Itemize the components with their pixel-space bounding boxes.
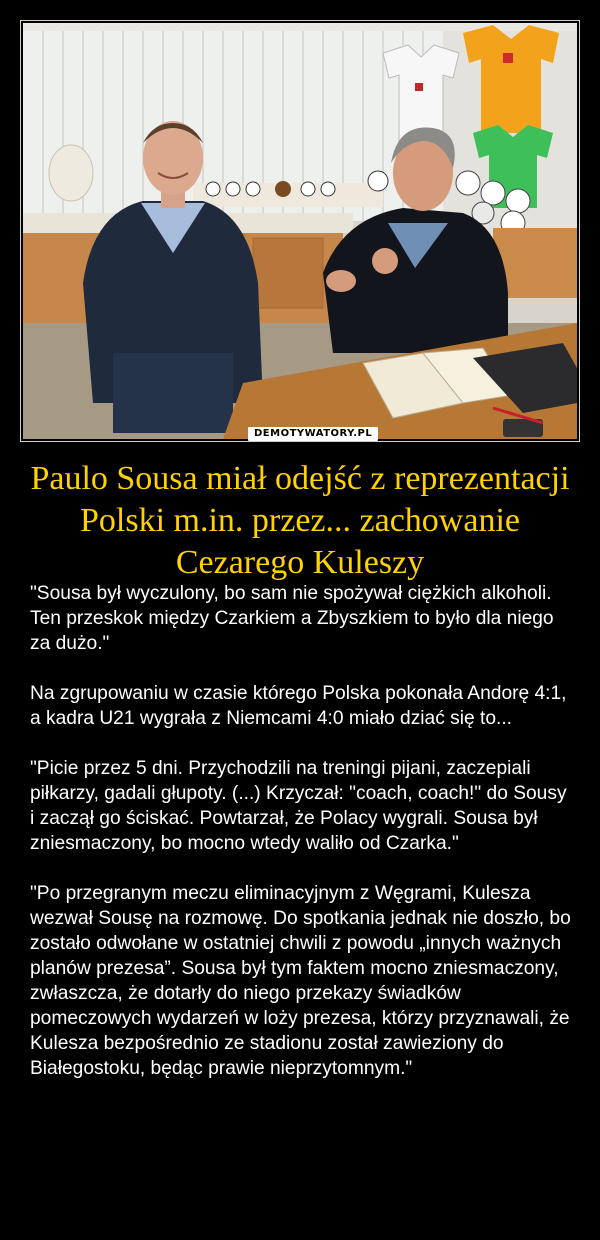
meeting-photo: [23, 23, 577, 439]
photo-frame: [20, 20, 580, 442]
watermark-label: DEMOTYWATORY.PL: [248, 427, 378, 441]
article-body: [30, 581, 575, 1106]
paragraph: "Picie przez 5 dni. Przychodzili na treningi pijani, zaczepiali piłkarzy, gadali głupoty. (...) Krzyczał: "coach, coach!" do Sousy i zaczął go ściskać. Powtarzał, że Polacy wygrali. Sousa był zniesmaczony, bo mocno wtedy waliło od Czarka.": [30, 758, 567, 854]
paragraph: "Po przegranym meczu eliminacyjnym z Węgrami, Kulesza wezwał Sousę na rozmowę. Do spotkania jednak nie doszło, bo zostało odwołane w ostatniej chwili z powodu „innych ważnych planów prezesa”. Sousa był tym faktem mocno zniesmaczony, zwłaszcza, że dotarły do niego przekazy świadków pomeczowych wydarzeń w loży prezesa, którzy przyznawali, że Kulesza bezpośrednio ze stadionu został zawieziony do Białegostoku, będąc prawie nieprzytomnym.": [30, 883, 571, 1079]
paragraph: Na zgrupowaniu w czasie którego Polska pokonała Andorę 4:1, a kadra U21 wygrała z Niemcami 4:0 miało dziać się to...: [30, 683, 567, 729]
headline: Paulo Sousa miał odejść z reprezentacji Polski m.in. przez... zachowanie Cezarego Kuleszy: [30, 460, 570, 581]
meeting-photo-illustration: [23, 23, 577, 439]
paragraph: "Sousa był wyczulony, bo sam nie spożywał ciężkich alkoholi. Ten przeskok między Czarkiem a Zbyszkiem to było dla niego za dużo.": [30, 583, 554, 654]
